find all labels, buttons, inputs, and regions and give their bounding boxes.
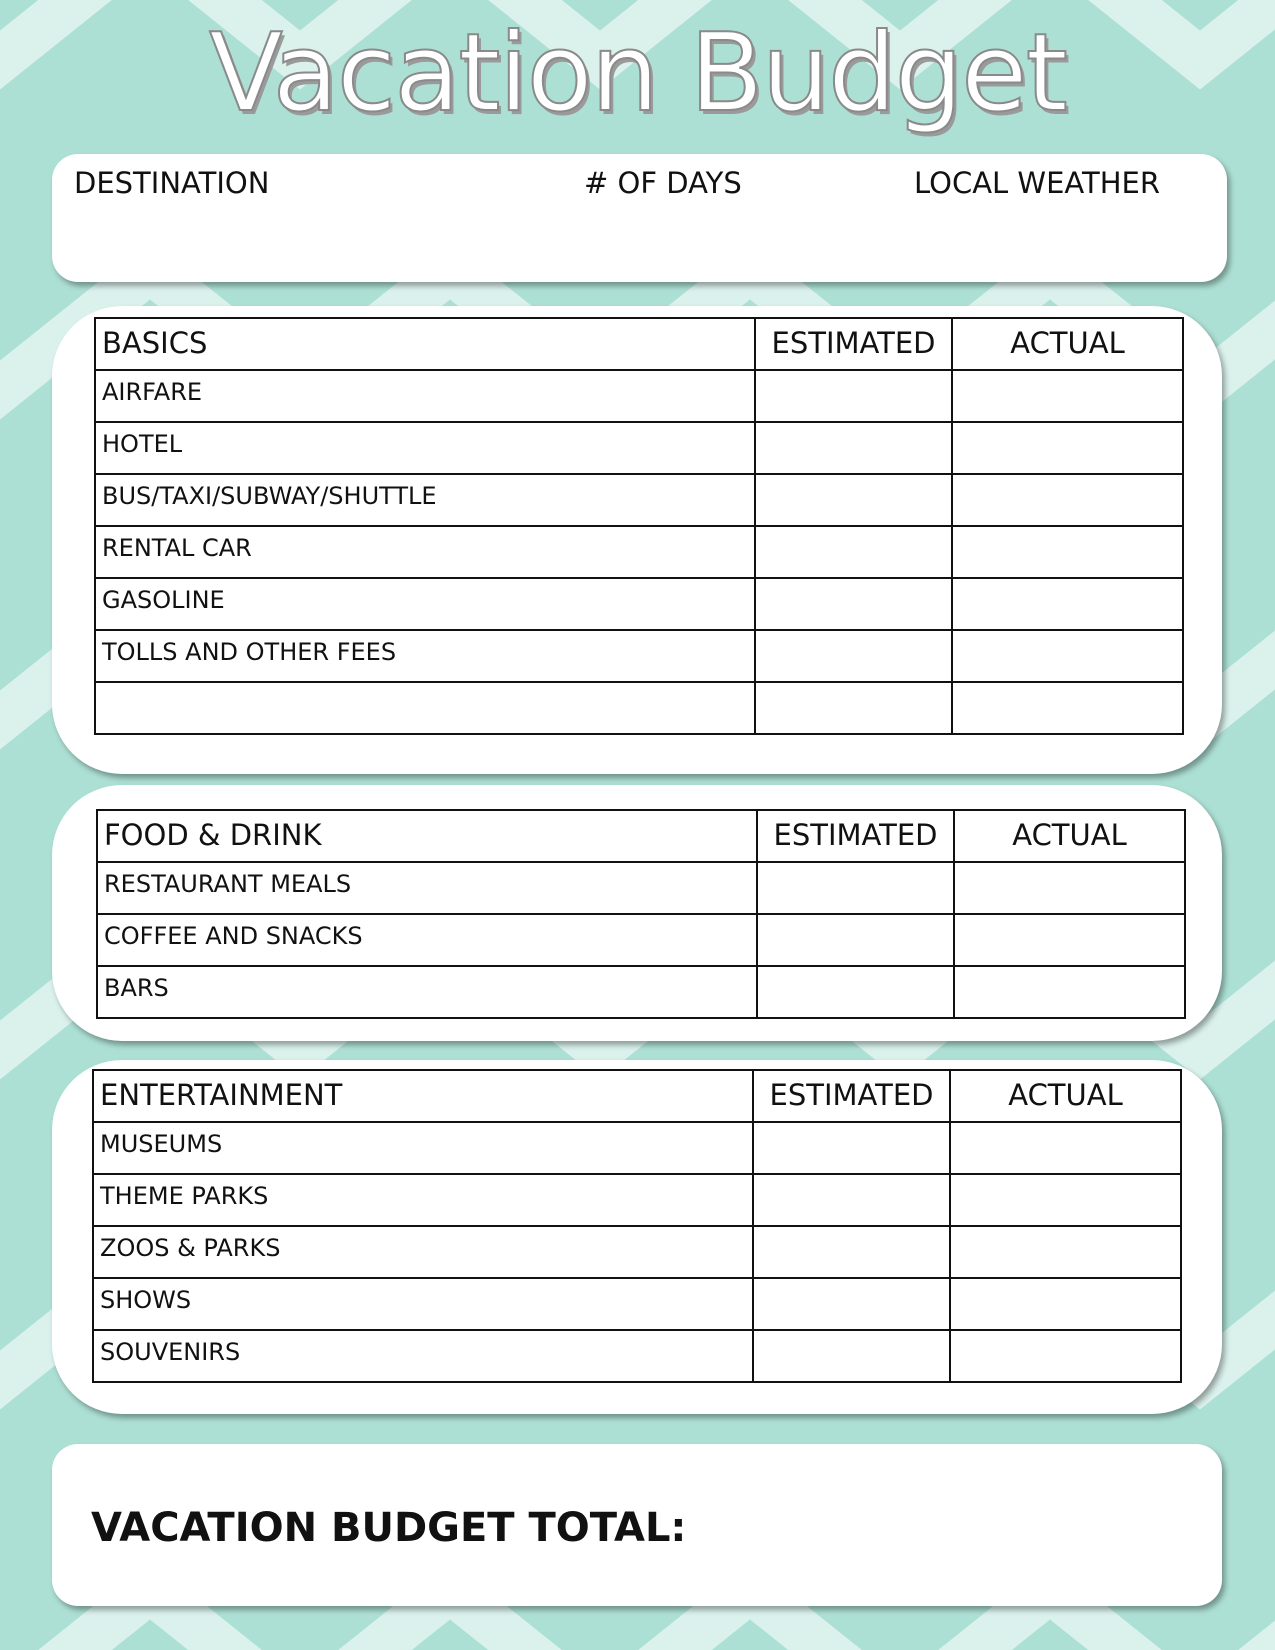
table-row xyxy=(93,1226,1181,1278)
table-row xyxy=(93,1278,1181,1330)
table-row xyxy=(95,422,1183,474)
estimated-cell[interactable] xyxy=(757,914,954,966)
row-label: ZOOS & PARKS xyxy=(93,1226,753,1278)
actual-cell[interactable] xyxy=(952,422,1183,474)
row-label: GASOLINE xyxy=(95,578,755,630)
table-row xyxy=(97,914,1185,966)
table-row xyxy=(93,1330,1181,1382)
food-table xyxy=(96,809,1186,1019)
actual-cell[interactable] xyxy=(954,914,1185,966)
actual-cell[interactable] xyxy=(950,1174,1181,1226)
estimated-cell[interactable] xyxy=(755,526,952,578)
actual-cell[interactable] xyxy=(950,1330,1181,1382)
actual-cell[interactable] xyxy=(952,370,1183,422)
estimated-cell[interactable] xyxy=(753,1278,950,1330)
total-label: VACATION BUDGET TOTAL: xyxy=(91,1505,687,1551)
estimated-cell[interactable] xyxy=(753,1330,950,1382)
actual-cell[interactable] xyxy=(950,1122,1181,1174)
row-label: BUS/TAXI/SUBWAY/SHUTTLE xyxy=(95,474,755,526)
estimated-cell[interactable] xyxy=(755,630,952,682)
estimated-cell[interactable] xyxy=(755,474,952,526)
table-row xyxy=(95,578,1183,630)
row-label: BARS xyxy=(97,966,757,1018)
estimated-header: ESTIMATED xyxy=(753,1070,950,1122)
actual-cell[interactable] xyxy=(954,966,1185,1018)
actual-header: ACTUAL xyxy=(954,810,1185,862)
days-label: # OF DAYS xyxy=(584,166,742,200)
row-label: SOUVENIRS xyxy=(93,1330,753,1382)
table-row xyxy=(95,474,1183,526)
estimated-cell[interactable] xyxy=(753,1226,950,1278)
row-label: SHOWS xyxy=(93,1278,753,1330)
table-row xyxy=(97,862,1185,914)
table-row xyxy=(93,1174,1181,1226)
row-label: COFFEE AND SNACKS xyxy=(97,914,757,966)
estimated-cell[interactable] xyxy=(757,862,954,914)
basics-heading: BASICS xyxy=(95,318,755,370)
estimated-cell[interactable] xyxy=(755,370,952,422)
actual-cell[interactable] xyxy=(950,1278,1181,1330)
table-row xyxy=(95,682,1183,734)
actual-cell[interactable] xyxy=(952,630,1183,682)
actual-cell[interactable] xyxy=(954,862,1185,914)
entertainment-table xyxy=(92,1069,1182,1383)
estimated-cell[interactable] xyxy=(755,682,952,734)
actual-header: ACTUAL xyxy=(950,1070,1181,1122)
estimated-header: ESTIMATED xyxy=(755,318,952,370)
destination-label: DESTINATION xyxy=(74,166,270,200)
actual-cell[interactable] xyxy=(952,682,1183,734)
food-heading: FOOD & DRINK xyxy=(97,810,757,862)
table-row xyxy=(95,526,1183,578)
estimated-cell[interactable] xyxy=(755,578,952,630)
table-header-row xyxy=(97,810,1185,862)
page-title: Vacation Budget xyxy=(209,11,1066,136)
actual-cell[interactable] xyxy=(952,474,1183,526)
row-label: THEME PARKS xyxy=(93,1174,753,1226)
table-header-row xyxy=(93,1070,1181,1122)
estimated-cell[interactable] xyxy=(753,1174,950,1226)
estimated-cell[interactable] xyxy=(757,966,954,1018)
table-row xyxy=(97,966,1185,1018)
row-label: AIRFARE xyxy=(95,370,755,422)
estimated-header: ESTIMATED xyxy=(757,810,954,862)
estimated-cell[interactable] xyxy=(755,422,952,474)
row-label: RENTAL CAR xyxy=(95,526,755,578)
basics-table xyxy=(94,317,1184,735)
row-label: MUSEUMS xyxy=(93,1122,753,1174)
row-label[interactable] xyxy=(95,682,755,734)
entertainment-heading: ENTERTAINMENT xyxy=(93,1070,753,1122)
row-label: HOTEL xyxy=(95,422,755,474)
actual-cell[interactable] xyxy=(950,1226,1181,1278)
row-label: RESTAURANT MEALS xyxy=(97,862,757,914)
table-row xyxy=(95,370,1183,422)
estimated-cell[interactable] xyxy=(753,1122,950,1174)
table-row xyxy=(95,630,1183,682)
weather-label: LOCAL WEATHER xyxy=(914,166,1160,200)
table-row xyxy=(93,1122,1181,1174)
actual-cell[interactable] xyxy=(952,578,1183,630)
table-header-row xyxy=(95,318,1183,370)
actual-header: ACTUAL xyxy=(952,318,1183,370)
actual-cell[interactable] xyxy=(952,526,1183,578)
row-label: TOLLS AND OTHER FEES xyxy=(95,630,755,682)
